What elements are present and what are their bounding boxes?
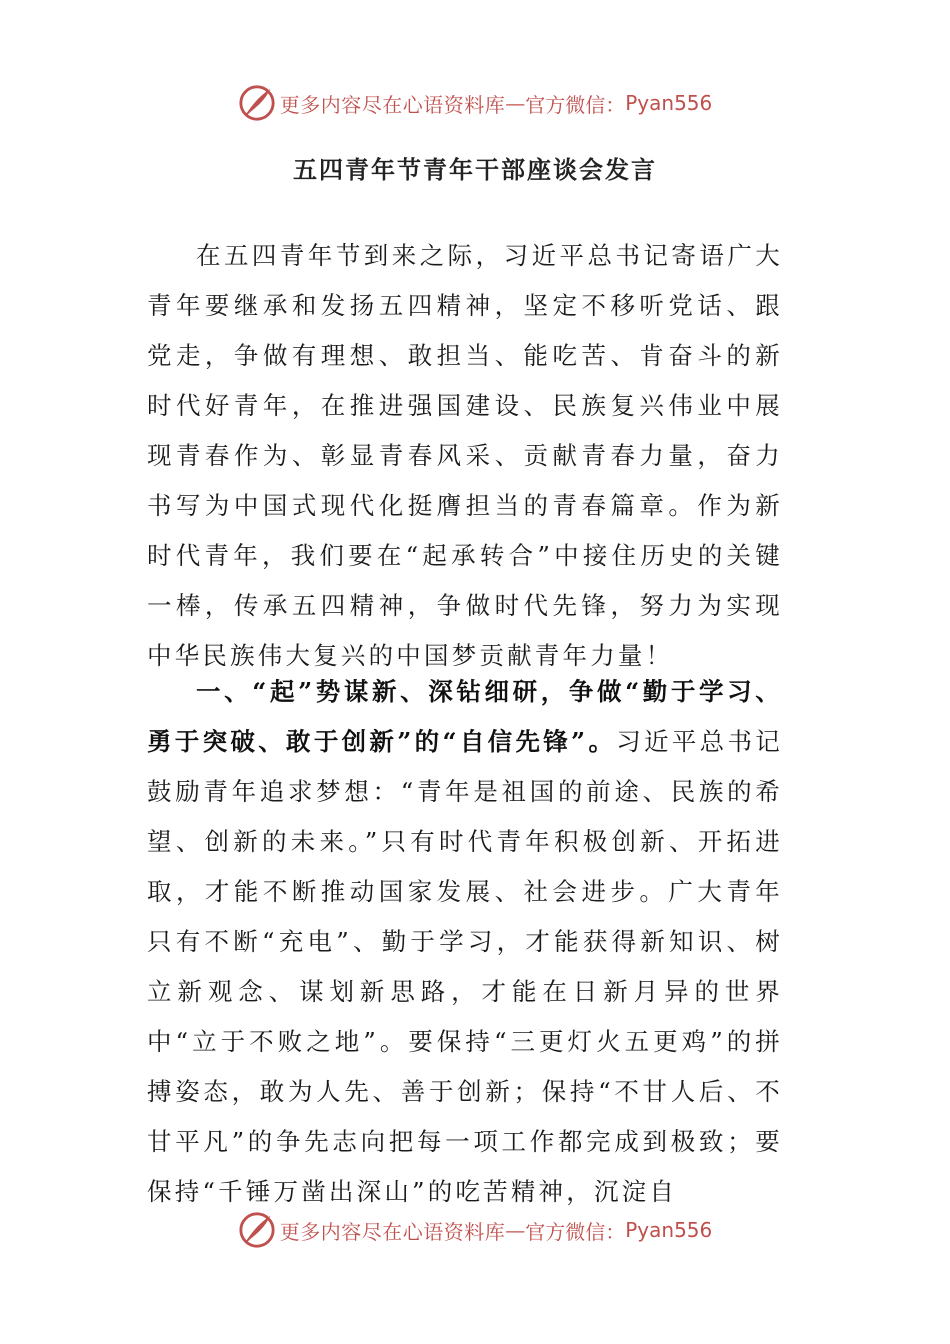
watermark-wechat-id: Pyan556: [625, 91, 713, 115]
footer-watermark: [0, 1210, 950, 1250]
watermark-separator: —: [505, 91, 526, 115]
quill-pen-logo-icon: [238, 84, 276, 122]
watermark-wechat-label: 官方微信：: [525, 92, 626, 117]
quill-pen-logo-icon: [238, 1211, 276, 1249]
watermark-wechat-label: 官方微信：: [525, 1219, 626, 1244]
section-one-heading: 一、“起”势谋新、深钻细研，争做“勤于学习、勇于突破、敢于创新”的“自信先锋”。: [147, 677, 783, 756]
document-title: 五四青年节青年干部座谈会发言: [293, 155, 657, 184]
section-one-body: 习近平总书记鼓励青年追求梦想：“青年是祖国的前途、民族的希望、创新的未来。”只有时代青年积极创新、开拓进取，才能不断推动国家发展、社会进步。广大青年只有不断“充电”、勤于学习，才能获得新知识、树立新观念、谋划新思路，才能在日新月异的世界中“立于不败之地”。要保持“三更灯火五更鸡”的拼搏姿态，敢为人先、善于创新；保持“不甘人后、不甘平凡”的争先志向把每一项工作都完成到极致；要保持“千锤万凿出深山”的吃苦精神，沉淀自: [147, 727, 783, 1206]
watermark-wechat-id: Pyan556: [625, 1218, 713, 1242]
watermark-separator: —: [505, 1218, 526, 1242]
watermark-brand: 更多内容尽在心语资料库: [279, 92, 506, 117]
header-watermark: [0, 83, 950, 123]
section-one-paragraph: [147, 667, 783, 1217]
watermark-brand: 更多内容尽在心语资料库: [279, 1219, 506, 1244]
intro-paragraph: 在五四青年节到来之际，习近平总书记寄语广大青年要继承和发扬五四精神，坚定不移听党话、跟党走，争做有理想、敢担当、能吃苦、肯奋斗的新时代好青年，在推进强国建设、民族复兴伟业中展现青春作为、彰显青春风采、贡献青春力量，奋力书写为中国式现代化挺膺担当的青春篇章。作为新时代青年，我们要在“起承转合”中接住历史的关键一棒，传承五四精神，争做时代先锋，努力为实现中华民族伟大复兴的中国梦贡献青年力量！: [147, 241, 783, 670]
